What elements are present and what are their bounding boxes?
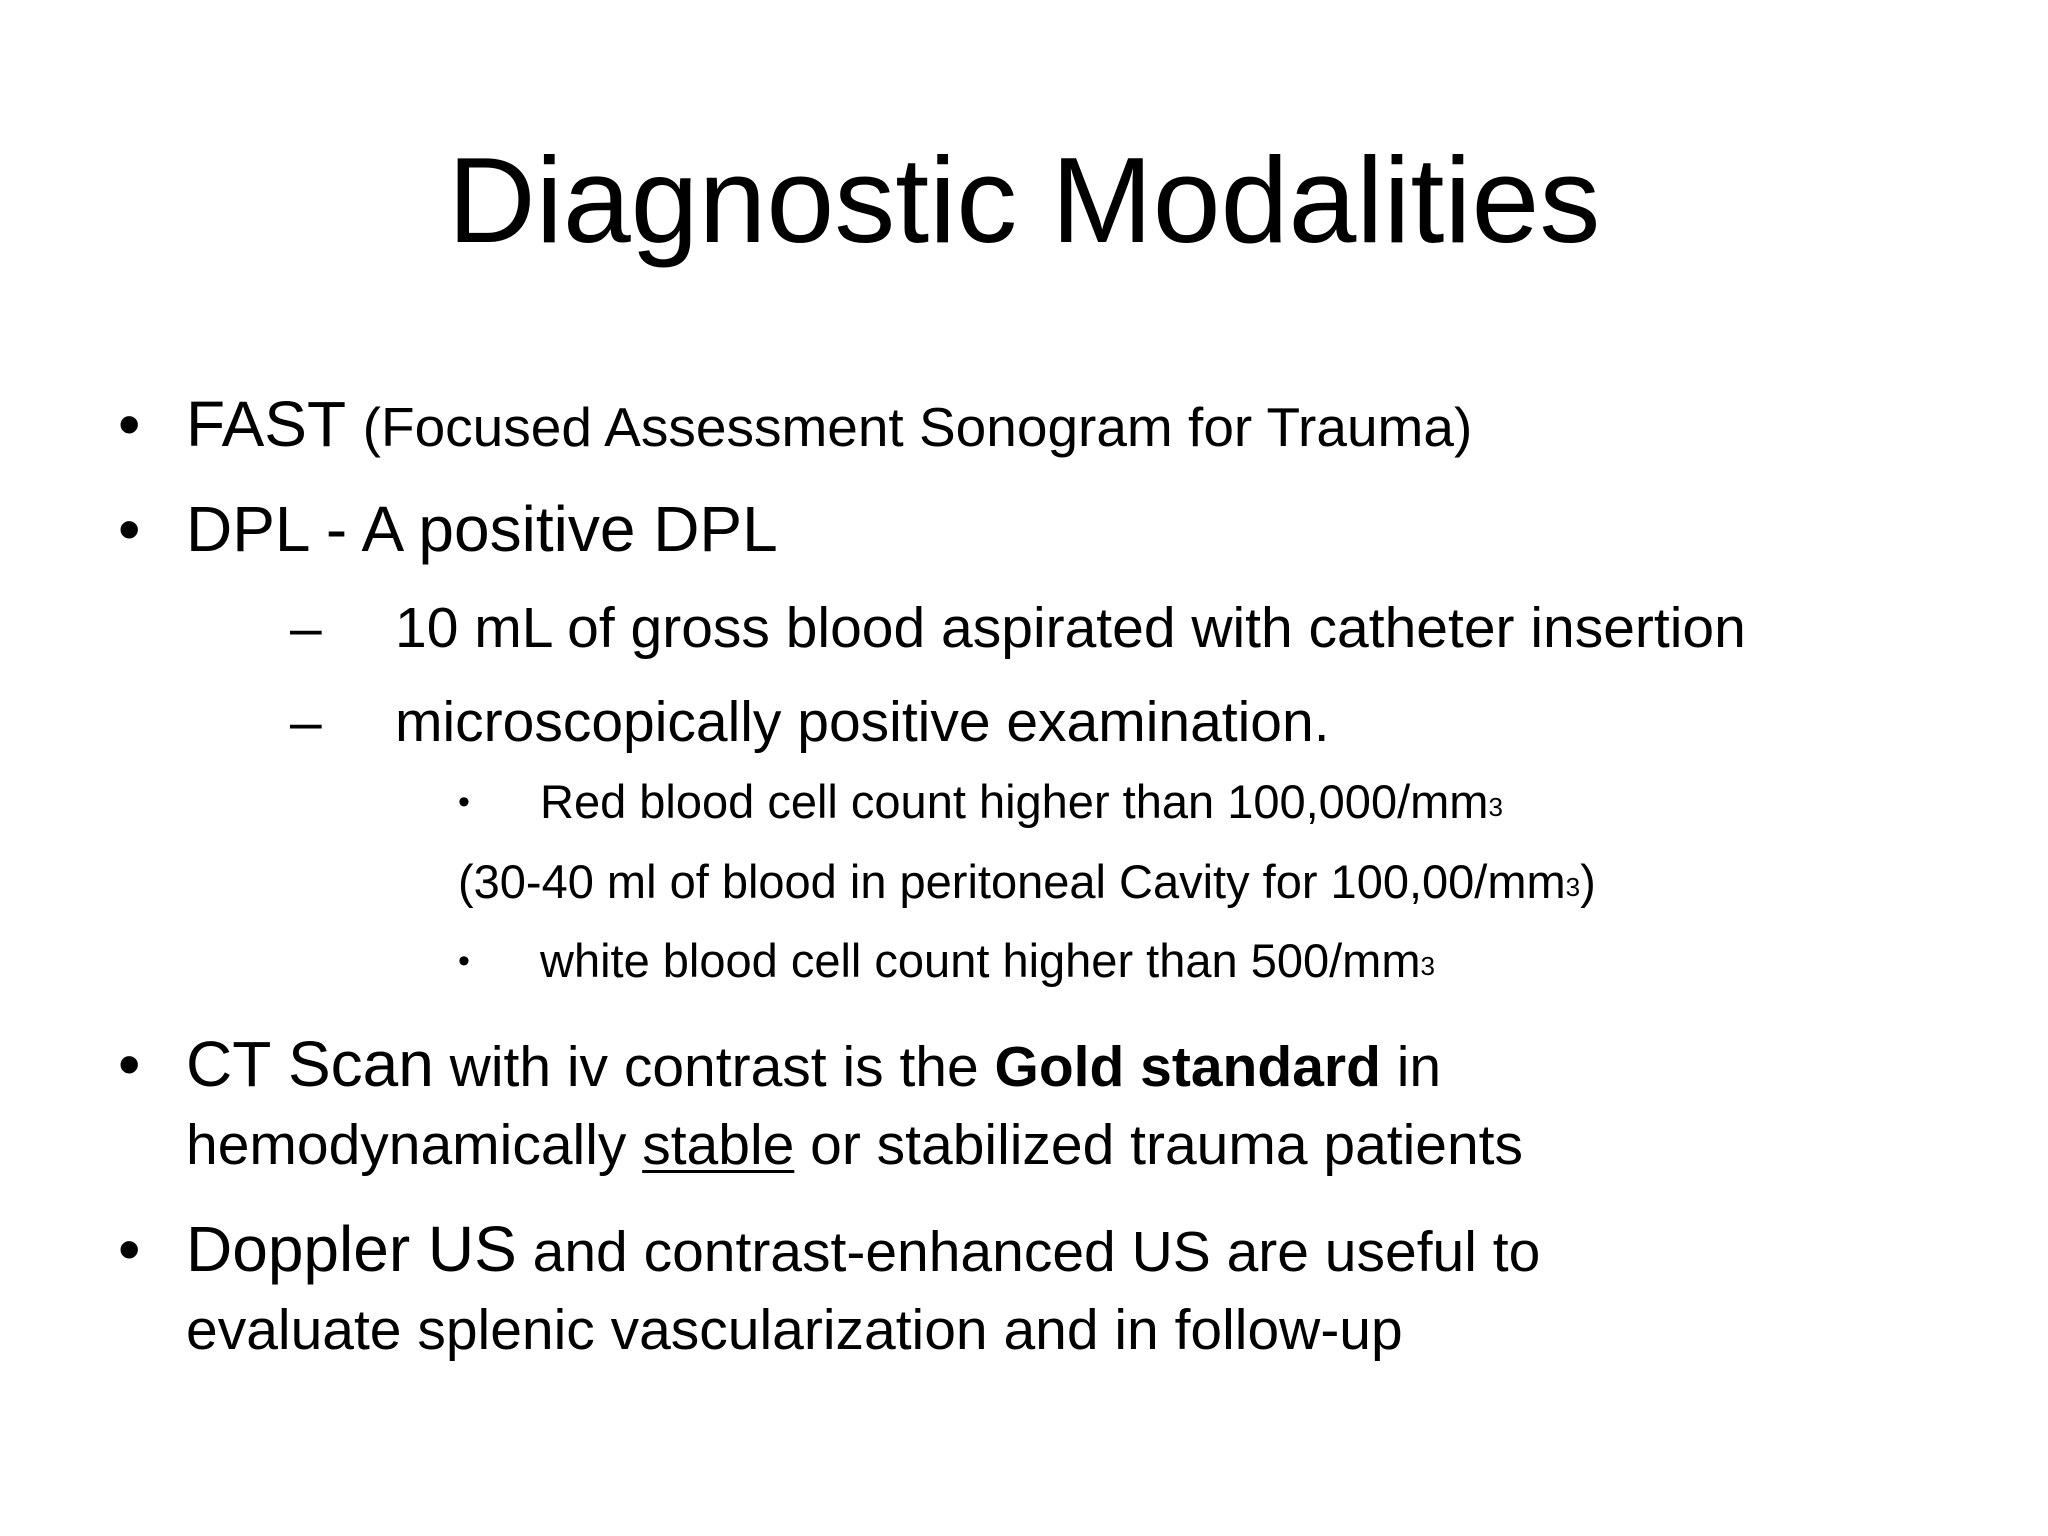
wbc-exponent: 3 <box>1420 951 1435 981</box>
bullet-icon: • <box>118 1028 141 1100</box>
dpl-item-microscopic <box>290 687 1990 759</box>
ct-underlined: stable <box>642 1113 795 1177</box>
ct-pre: with iv contrast is the <box>433 1035 995 1099</box>
dash-icon: – <box>290 690 322 754</box>
wbc-text: white blood cell count higher than 500/mm <box>540 934 1421 987</box>
dpl-text: DPL - A positive DPL <box>186 493 778 565</box>
ct-line2-pre: hemodynamically <box>186 1113 643 1177</box>
subitem-wbc <box>458 931 1958 993</box>
dash-icon: – <box>290 596 322 660</box>
dpl-item-text: 10 mL of gross blood aspirated with catheter insertion <box>395 596 1746 660</box>
bullet-icon: • <box>458 942 470 980</box>
dpl-item-text: microscopically positive examination. <box>395 690 1330 754</box>
rbc-text: Red blood cell count higher than 100,000/mm <box>540 775 1489 828</box>
bullet-icon: • <box>118 1213 141 1285</box>
bullet-dpl <box>118 490 1918 570</box>
bullet-fast <box>118 385 1918 465</box>
subitem-note <box>458 852 1958 914</box>
note-exponent: 3 <box>1565 872 1581 902</box>
doppler-rest: and contrast-enhanced US are useful to <box>516 1220 1541 1284</box>
doppler-term: Doppler US <box>186 1213 517 1285</box>
ct-line2-post: or stabilized trauma patients <box>794 1113 1524 1177</box>
note-prefix: (30-40 ml of blood in peritoneal Cavity for 100,00/mm <box>458 855 1566 908</box>
dpl-item-gross-blood <box>290 593 1990 665</box>
bullet-icon: • <box>458 783 470 821</box>
subitem-rbc <box>458 772 1958 834</box>
rbc-exponent: 3 <box>1488 792 1503 822</box>
bullet-icon: • <box>118 493 141 565</box>
fast-detail: (Focused Assessment Sonogram for Trauma) <box>362 396 1473 458</box>
ct-term: CT Scan <box>186 1028 434 1100</box>
ct-bold: Gold standard <box>994 1035 1381 1099</box>
bullet-doppler <box>118 1210 1918 1370</box>
bullet-icon: • <box>118 388 141 460</box>
bullet-ct-scan <box>118 1025 1918 1185</box>
fast-term: FAST <box>186 388 345 460</box>
note-suffix: ) <box>1580 855 1596 908</box>
ct-post: in <box>1380 1035 1442 1099</box>
doppler-line2: evaluate splenic vascularization and in follow-up <box>186 1298 1403 1362</box>
slide-title: Diagnostic Modalities <box>447 132 1601 268</box>
